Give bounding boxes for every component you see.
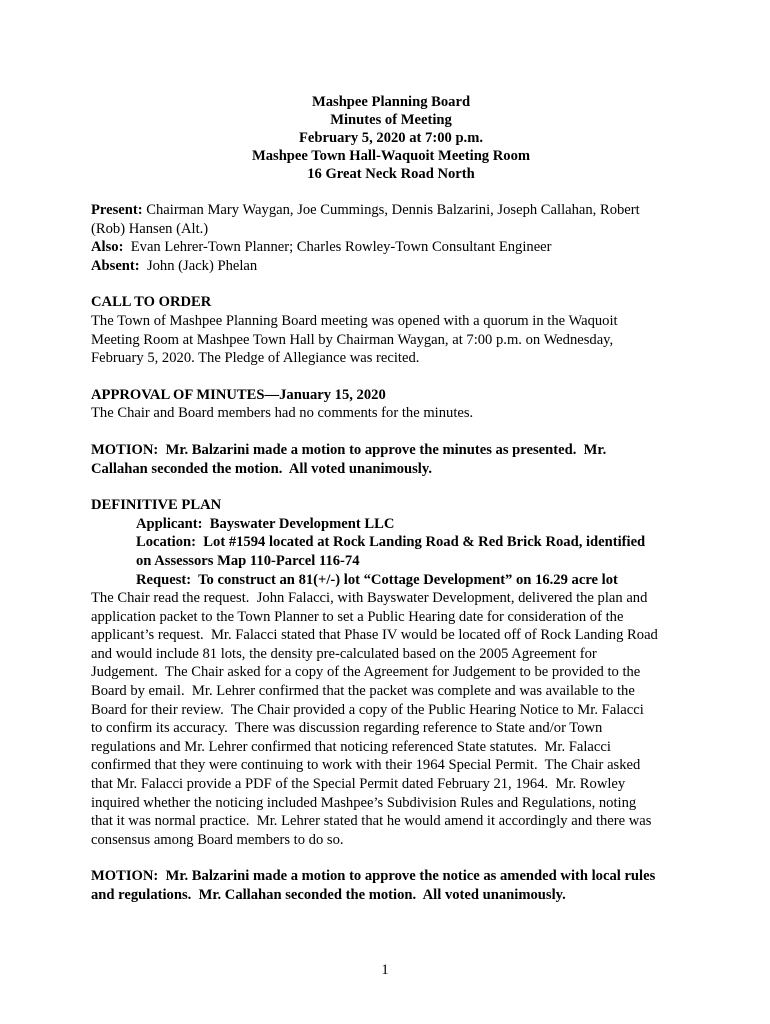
plan-body-text: to confirm its accuracy. There was discussion regarding reference to State and/or Town	[91, 720, 603, 737]
request-line: Request: To construct an 81(+/-) lot “Cottage Development” on 16.29 acre lot	[136, 571, 618, 588]
present-line	[91, 201, 691, 220]
present-line-continued: (Rob) Hansen (Alt.)	[91, 220, 209, 237]
call-to-order-text: February 5, 2020. The Pledge of Allegiance was recited.	[91, 350, 420, 367]
definitive-plan-section	[91, 496, 691, 849]
present-label: Present:	[91, 202, 143, 218]
motion-text: Callahan seconded the motion. All voted unanimously.	[91, 460, 432, 477]
plan-body-text: consensus among Board members to do so.	[91, 831, 344, 848]
plan-body-text: inquired whether the noticing included Mashpee’s Subdivision Rules and Regulations, noting	[91, 794, 637, 811]
plan-body-text: that it was normal practice. Mr. Lehrer stated that he would amend it accordingly and there was	[91, 813, 652, 830]
page-number: 1	[381, 962, 389, 978]
meeting-location: Mashpee Town Hall-Waquoit Meeting Room	[251, 148, 531, 164]
motion-approve-notice	[91, 867, 691, 904]
plan-body-text: confirmed that they were continuing to work with their 1964 Special Permit. The Chair asked	[91, 757, 641, 774]
meeting-date: February 5, 2020 at 7:00 p.m.	[298, 130, 484, 146]
approval-section	[91, 386, 691, 423]
meeting-address: 16 Great Neck Road North	[307, 166, 475, 182]
call-to-order-heading: CALL TO ORDER	[91, 294, 212, 311]
plan-body-text: Board by email. Mr. Lehrer confirmed that the packet was complete and was available to the	[91, 683, 635, 700]
plan-body-text: applicant’s request. Mr. Falacci stated that Phase IV would be located off of Rock Landing Road	[91, 627, 658, 644]
board-name: Mashpee Planning Board	[311, 94, 471, 110]
applicant-line: Applicant: Bayswater Development LLC	[136, 515, 395, 532]
absent-label: Absent:	[91, 257, 140, 274]
motion-text: MOTION: Mr. Balzarini made a motion to approve the minutes as presented. Mr.	[91, 441, 607, 458]
plan-body-text: and would include 81 lots, the density pre-calculated based on the 2005 Agreement for	[91, 645, 597, 662]
attendance-section	[91, 201, 691, 275]
plan-body-text: regulations and Mr. Lehrer confirmed that noticing referenced State statutes. Mr. Falacci	[91, 738, 611, 755]
document-header	[91, 93, 691, 183]
plan-body-text: that Mr. Falacci provide a PDF of the Special Permit dated February 21, 1964. Mr. Rowley	[91, 776, 626, 793]
document-page	[91, 93, 691, 905]
location-line: Location: Lot #1594 located at Rock Landing Road & Red Brick Road, identified	[136, 534, 646, 551]
also-text: Evan Lehrer-Town Planner; Charles Rowley-Town Consultant Engineer	[123, 239, 552, 256]
absent-line	[91, 257, 691, 276]
also-label: Also:	[91, 239, 124, 256]
document-title: Minutes of Meeting	[330, 112, 452, 128]
plan-body-text: The Chair read the request. John Falacci, with Bayswater Development, delivered the plan and	[91, 590, 648, 607]
location-line-continued: on Assessors Map 110-Parcel 116-74	[136, 552, 360, 569]
also-line	[91, 238, 691, 257]
approval-text: The Chair and Board members had no comments for the minutes.	[91, 405, 474, 422]
motion-text: and regulations. Mr. Callahan seconded the motion. All voted unanimously.	[91, 887, 566, 903]
plan-body-text: Judgement. The Chair asked for a copy of the Agreement for Judgement to be provided to the	[91, 664, 641, 681]
call-to-order-text: The Town of Mashpee Planning Board meeting was opened with a quorum in the Waquoit	[91, 312, 618, 329]
motion-approve-minutes	[91, 441, 691, 478]
call-to-order-section	[91, 293, 691, 367]
definitive-plan-heading: DEFINITIVE PLAN	[91, 497, 222, 514]
call-to-order-text: Meeting Room at Mashpee Town Hall by Chairman Waygan, at 7:00 p.m. on Wednesday,	[91, 331, 614, 348]
present-text: Chairman Mary Waygan, Joe Cummings, Dennis Balzarini, Joseph Callahan, Robert	[142, 202, 640, 218]
plan-body-text: application packet to the Town Planner to set a Public Hearing date for consideration of the	[91, 608, 624, 625]
motion-text: MOTION: Mr. Balzarini made a motion to approve the notice as amended with local rules	[91, 868, 656, 885]
approval-heading: APPROVAL OF MINUTES—January 15, 2020	[91, 386, 386, 403]
plan-body-text: Board for their review. The Chair provided a copy of the Public Hearing Notice to Mr. Falacci	[91, 701, 644, 718]
absent-text: John (Jack) Phelan	[139, 257, 258, 274]
